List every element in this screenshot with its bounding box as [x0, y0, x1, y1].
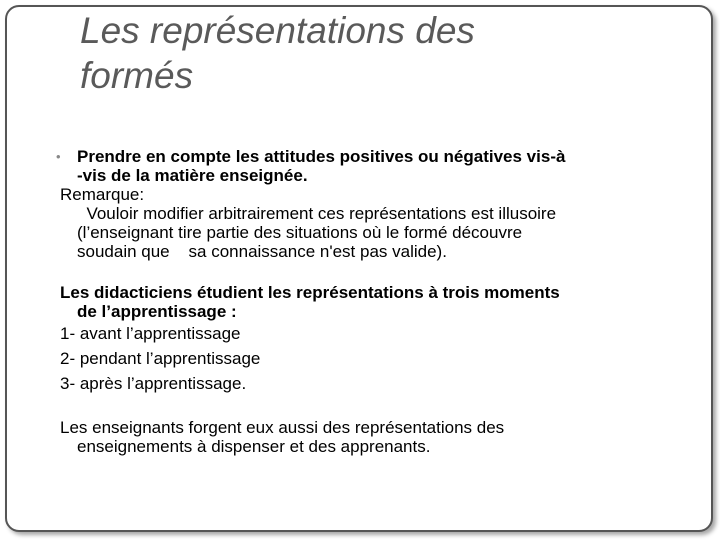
didactic-line-1: Les didacticiens étudient les représentations à trois moments	[60, 283, 560, 302]
title-line-2: formés	[80, 55, 194, 96]
remark-line-3: soudain que sa connaissance n'est pas valide).	[77, 242, 447, 261]
title-line-1: Les représentations des	[80, 10, 475, 51]
didactic-line-2: de l’apprentissage :	[77, 302, 237, 321]
bullet-dot-icon: •	[56, 149, 61, 164]
teachers-paragraph	[60, 418, 670, 456]
bullet-line-2: -vis de la matière enseignée.	[77, 166, 308, 185]
moment-item: 2- pendant l’apprentissage	[60, 349, 261, 368]
slide-title	[80, 8, 640, 98]
remark-line-2: (l’enseignant tire partie des situations où le formé découvre	[77, 223, 523, 242]
didactic-paragraph	[60, 283, 670, 321]
bullet-item	[56, 147, 670, 185]
teachers-line-1: Les enseignants forgent eux aussi des représentations des	[60, 418, 505, 437]
slide-body	[56, 147, 670, 456]
moment-item: 1- avant l’apprentissage	[60, 324, 241, 343]
remark-text	[60, 204, 670, 261]
remark-label: Remarque:	[60, 185, 145, 204]
moment-item: 3- après l’apprentissage.	[60, 374, 247, 393]
teachers-line-2: enseignements à dispenser et des apprenants.	[77, 437, 431, 456]
bullet-line-1: Prendre en compte les attitudes positives ou négatives vis-à	[77, 147, 566, 166]
remark-line-1: Vouloir modifier arbitrairement ces représentations est illusoire	[77, 204, 557, 223]
